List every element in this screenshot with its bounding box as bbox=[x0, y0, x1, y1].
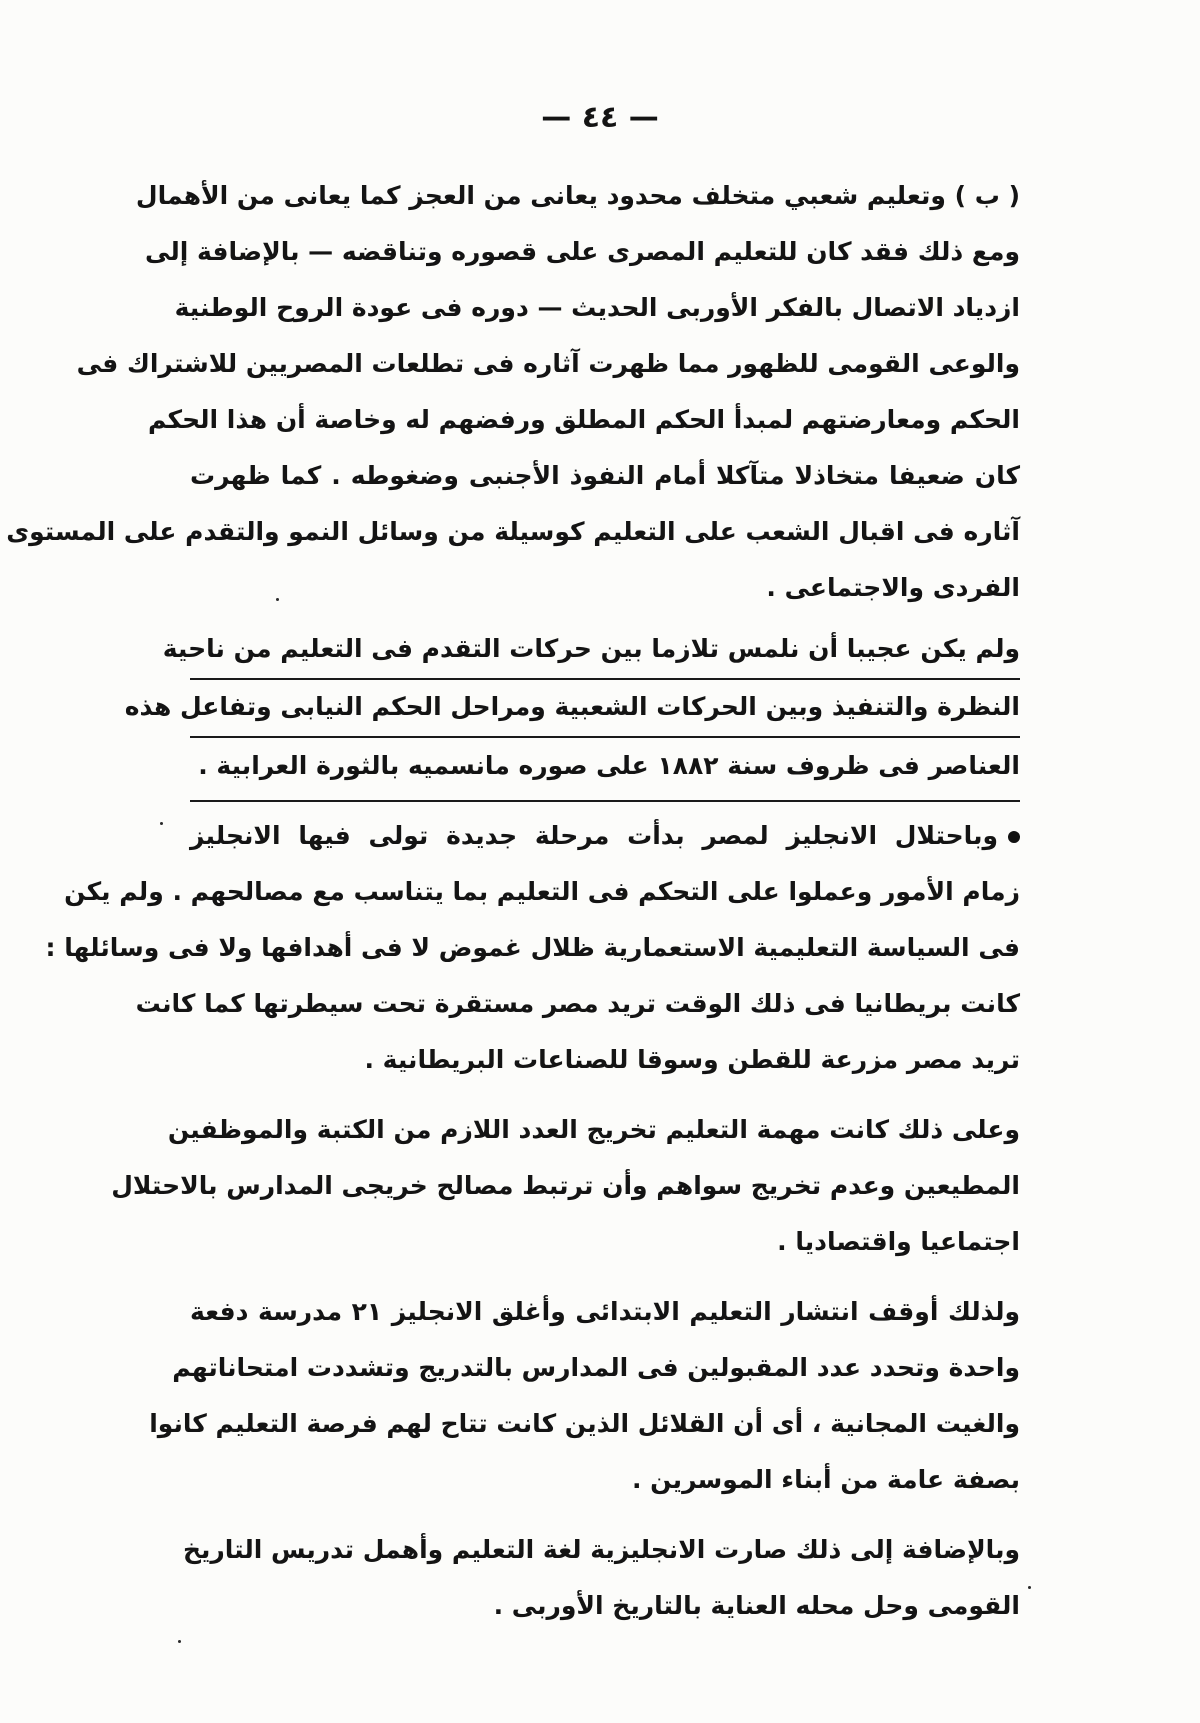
text-line: كان ضعيفا متخاذلا متآكلا أمام النفوذ الأجنبى وضغوطه . كما ظهرت bbox=[190, 461, 1020, 490]
text-line: كانت بريطانيا فى ذلك الوقت تريد مصر مستقرة تحت سيطرتها كما كانت bbox=[135, 989, 1020, 1018]
text-line: تريد مصر مزرعة للقطن وسوقا للصناعات البريطانية . bbox=[364, 1045, 1020, 1074]
text-line: وبالإضافة إلى ذلك صارت الانجليزية لغة التعليم وأهمل تدريس التاريخ bbox=[183, 1535, 1020, 1564]
underlined-paragraph bbox=[124, 622, 1020, 794]
text-line: واحدة وتحدد عدد المقبولين فى المدارس بالتدريج وتشددت امتحاناتهم bbox=[172, 1353, 1020, 1382]
text-line: العناصر فى ظروف سنة ١٨٨٢ على صوره مانسميه بالثورة العرابية . bbox=[198, 751, 1020, 780]
underlined-text-line: النظرة والتنفيذ وبين الحركات الشعبية ومراحل الحكم النيابى وتفاعل هذه bbox=[190, 680, 1020, 738]
bullet-icon bbox=[1008, 831, 1020, 843]
paragraph bbox=[149, 1284, 1021, 1508]
text-line: والوعى القومى للظهور مما ظهرت آثاره فى تطلعات المصريين للاشتراك فى bbox=[76, 349, 1020, 378]
scan-speck bbox=[160, 822, 163, 825]
text-line: الحكم ومعارضتهم لمبدأ الحكم المطلق ورفضهم له وخاصة أن هذا الحكم bbox=[147, 405, 1020, 434]
paragraph bbox=[6, 168, 1020, 616]
section-divider bbox=[190, 800, 1020, 802]
paragraph bbox=[183, 1522, 1020, 1634]
text-line: ازدياد الاتصال بالفكر الأوربى الحديث — دوره فى عودة الروح الوطنية bbox=[174, 293, 1020, 322]
text-run: وباحتلال الانجليز لمصر بدأت مرحلة جديدة تولى فيها الانجليز bbox=[190, 821, 998, 850]
page-number: — ٤٤ — bbox=[541, 100, 659, 135]
underlined-text-line: ولم يكن عجيبا أن نلمس تلازما بين حركات التقدم فى التعليم من ناحية bbox=[190, 622, 1020, 680]
text-line: زمام الأمور وعملوا على التحكم فى التعليم بما يتناسب مع مصالحهم . ولم يكن bbox=[64, 877, 1020, 906]
text-line: ( ب ) وتعليم شعبي متخلف محدود يعانى من العجز كما يعانى من الأهمال bbox=[135, 181, 1020, 210]
scan-speck bbox=[178, 1640, 181, 1643]
paragraph bbox=[111, 1102, 1020, 1270]
text-line: الفردى والاجتماعى . bbox=[766, 573, 1020, 602]
text-line: وعلى ذلك كانت مهمة التعليم تخريج العدد اللازم من الكتبة والموظفين bbox=[167, 1115, 1020, 1144]
text-line: اجتماعيا واقتصاديا . bbox=[777, 1227, 1020, 1256]
text-line: ومع ذلك فقد كان للتعليم المصرى على قصوره وتناقضه — بالإضافة إلى bbox=[145, 237, 1020, 266]
document-body bbox=[6, 168, 1021, 1634]
bullet-paragraph bbox=[45, 808, 1020, 1088]
text-line: المطيعين وعدم تخريج سواهم وأن ترتبط مصالح خريجى المدارس بالاحتلال bbox=[111, 1171, 1020, 1200]
scan-speck bbox=[276, 598, 279, 601]
text-line: آثاره فى اقبال الشعب على التعليم كوسيلة من وسائل النمو والتقدم على المستوى bbox=[6, 517, 1020, 546]
text-line: القومى وحل محله العناية بالتاريخ الأوربى . bbox=[493, 1591, 1020, 1620]
scan-speck bbox=[1028, 1586, 1031, 1589]
text-line: ولذلك أوقف انتشار التعليم الابتدائى وأغلق الانجليز ٢١ مدرسة دفعة bbox=[190, 1297, 1021, 1326]
text-line: والغيت المجانية ، أى أن القلائل الذين كانت تتاح لهم فرصة التعليم كانوا bbox=[149, 1409, 1020, 1438]
text-line: فى السياسة التعليمية الاستعمارية ظلال غموض لا فى أهدافها ولا فى وسائلها : bbox=[45, 933, 1020, 962]
text-line: بصفة عامة من أبناء الموسرين . bbox=[631, 1465, 1020, 1494]
text-line bbox=[190, 808, 1020, 864]
